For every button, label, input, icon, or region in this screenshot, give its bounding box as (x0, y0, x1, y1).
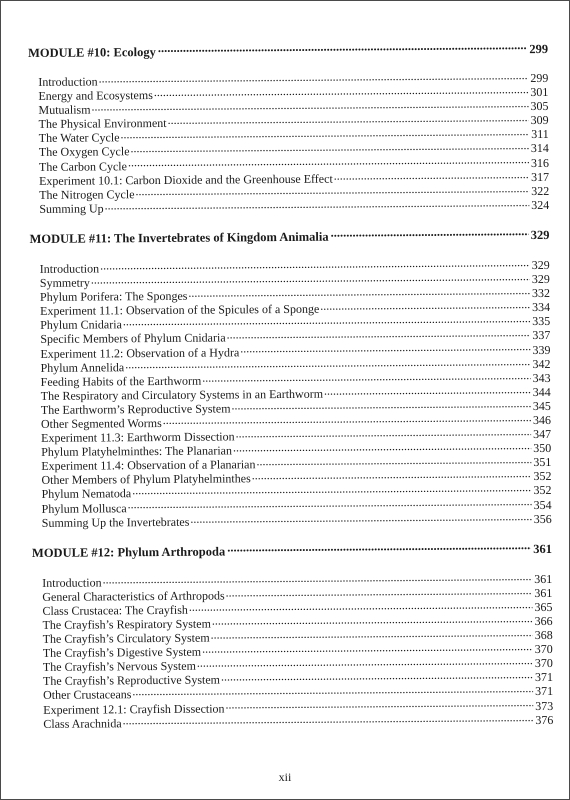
entry-title: Feeding Habits of the Earthworm (40, 373, 202, 389)
entry-title: Other Segmented Worms (40, 415, 162, 431)
entry-page-number: 371 (534, 670, 554, 685)
entry-page-number: 352 (533, 469, 552, 484)
entry-page-number: 361 (534, 571, 553, 586)
module-page-number: 329 (530, 228, 550, 243)
dot-leader (202, 370, 530, 385)
entry-title: Other Crustaceans (43, 687, 132, 703)
entry-title: The Crayfish’s Nervous System (42, 658, 196, 675)
dot-leader (132, 482, 531, 497)
entry-page-number: 314 (530, 141, 549, 156)
dot-leader (102, 571, 532, 586)
entry-title: Experiment 11.2: Observation of a Hydra (40, 344, 240, 361)
entry-title: Introduction (38, 74, 98, 89)
entry-page-number: 311 (531, 127, 549, 142)
dot-leader (188, 285, 530, 300)
entry-page-number: 351 (533, 455, 552, 470)
entry-title: Phylum Annelida (40, 359, 125, 375)
entry-page-number: 346 (532, 412, 552, 428)
entry-title: Summing Up the Invertebrates (41, 514, 190, 530)
entry-title: The Oxygen Cycle (38, 144, 130, 160)
entry-title: General Characteristics of Arthropods (42, 588, 225, 604)
entry-page-number: 368 (534, 627, 553, 643)
dot-leader (320, 299, 530, 313)
entry-title: Phylum Platyhelminthes: The Planarian (41, 443, 233, 460)
entry-title: The Water Cycle (38, 130, 120, 146)
dot-leader (130, 141, 528, 156)
dot-leader (91, 271, 530, 286)
entry-title: Symmetry (39, 275, 90, 290)
entry-page-number: 371 (535, 684, 554, 699)
entry-page-number: 370 (534, 642, 553, 657)
entry-page-number: 337 (532, 328, 551, 343)
table-of-contents (28, 40, 553, 730)
module-heading[interactable] (29, 227, 549, 247)
entry-title: Phylum Porifera: The Sponges (39, 288, 188, 305)
dot-leader (163, 412, 531, 427)
entry-title: The Carbon Cycle (38, 158, 127, 174)
entry-page-number: 305 (530, 99, 549, 114)
entry-page-number: 322 (531, 183, 550, 198)
entry-list (42, 571, 553, 730)
dot-leader (334, 169, 529, 183)
entry-page-number: 356 (533, 511, 552, 526)
entry-page-number: 342 (532, 356, 551, 371)
entry-title: The Crayfish’s Reproductive System (42, 672, 221, 689)
entry-title: Experiment 10.1: Carbon Dioxide and the Greenhouse Effect (39, 171, 333, 188)
entry-page-number: 365 (534, 599, 553, 614)
dot-leader (120, 126, 529, 141)
entry-title: The Crayfish’s Circulatory System (42, 630, 210, 646)
dot-leader (123, 712, 534, 727)
dot-leader (221, 669, 533, 683)
entry-page-number: 299 (530, 70, 549, 86)
dot-leader (99, 70, 529, 85)
module-heading[interactable] (32, 541, 552, 561)
dot-leader (226, 585, 533, 599)
dot-leader (128, 155, 529, 170)
dot-leader (212, 613, 533, 628)
entry-title: Experiment 11.1: Observation of the Spicules of a Sponge (40, 301, 320, 319)
module-section (29, 227, 551, 545)
dot-leader (158, 40, 528, 55)
module-section (32, 541, 553, 730)
entry-page-number: 347 (533, 426, 552, 442)
dot-leader (211, 627, 533, 642)
entry-title: Experiment 12.1: Crayfish Dissection (43, 701, 225, 717)
entry-page-number: 334 (532, 300, 551, 315)
dot-leader (231, 398, 530, 412)
entry-title: Experiment 11.3: Earthworm Dissection (41, 429, 235, 445)
dot-leader (189, 599, 533, 614)
module-heading[interactable] (28, 40, 548, 60)
entry-title: The Respiratory and Circulatory Systems in an Earthworm (40, 386, 324, 403)
dot-leader (331, 227, 529, 241)
dot-leader (324, 384, 531, 398)
entry-page-number: 376 (535, 712, 554, 727)
dot-leader (100, 257, 530, 272)
dot-leader (132, 684, 533, 699)
dot-leader (240, 342, 530, 356)
entry-page-number: 316 (530, 155, 550, 170)
dot-leader (233, 440, 531, 454)
entry-title: Specific Members of Phylum Cnidaria (40, 330, 226, 347)
entry-page-number: 324 (531, 197, 550, 212)
entry-page-number: 350 (533, 441, 552, 456)
module-title: MODULE #10: Ecology (28, 44, 156, 60)
entry-title: The Physical Environment (38, 116, 167, 132)
entry-title: The Earthworm’s Reproductive System (40, 401, 231, 417)
entry-page-number: 332 (531, 286, 551, 301)
entry-page-number: 352 (533, 483, 552, 498)
entry-title: The Crayfish’s Digestive System (42, 644, 202, 661)
entry-title: Energy and Ecosystems (38, 88, 153, 104)
entry-title: Class Crustacea: The Crayfish (42, 602, 188, 618)
entry-title: Introduction (39, 261, 100, 276)
entry-page-number: 373 (535, 698, 554, 713)
dot-leader (190, 511, 531, 526)
dot-leader (123, 313, 530, 328)
dot-leader (135, 183, 529, 198)
module-page-number: 361 (533, 542, 553, 557)
dot-leader (128, 497, 532, 512)
dot-leader (225, 698, 533, 712)
dot-leader (202, 641, 533, 656)
dot-leader (256, 454, 531, 468)
entry-title: Phylum Nematoda (41, 486, 132, 502)
dot-leader (227, 541, 531, 556)
dot-leader (125, 356, 530, 371)
module-section (28, 40, 549, 231)
entry-title: The Nitrogen Cycle (39, 186, 135, 202)
entry-page-number: 329 (531, 271, 550, 287)
entry-page-number: 354 (533, 497, 552, 512)
dot-leader (105, 197, 530, 212)
module-title: MODULE #12: Phylum Arthropoda (31, 544, 226, 561)
entry-page-number: 317 (531, 169, 550, 184)
entry-title: Summing Up (39, 201, 104, 216)
entry-title: Other Members of Phylum Platyhelminthes (41, 471, 251, 488)
entry-title: Class Arachnida (43, 715, 122, 731)
entry-page-number: 370 (534, 656, 553, 671)
entry-page-number: 366 (534, 613, 553, 629)
page-number-footer: xii (278, 770, 292, 784)
module-title: MODULE #11: The Invertebrates of Kingdom Animalia (29, 230, 329, 247)
dot-leader (197, 655, 533, 670)
entry-page-number: 335 (532, 314, 551, 329)
entry-title: Phylum Cnidaria (40, 317, 122, 333)
dot-leader (168, 112, 529, 127)
entry-title: The Crayfish’s Respiratory System (42, 616, 211, 632)
entry-title: Phylum Mollusca (41, 500, 127, 516)
dot-leader (227, 327, 531, 341)
entry-page-number: 361 (534, 585, 553, 600)
entry-page-number: 309 (530, 113, 549, 128)
entry-page-number: 329 (531, 257, 550, 272)
entry-page-number: 343 (532, 370, 551, 385)
dot-leader (91, 98, 528, 113)
entry-list (38, 70, 549, 215)
dot-leader (154, 84, 529, 99)
entry-page-number: 344 (532, 384, 551, 399)
entry-page-number: 339 (532, 342, 551, 357)
entry-page-number: 345 (532, 398, 551, 413)
entry-title: Introduction (42, 575, 102, 590)
module-page-number: 299 (529, 41, 549, 56)
entry-title: Experiment 11.4: Observation of a Planarian (41, 457, 256, 474)
entry-list (40, 257, 552, 529)
dot-leader (252, 468, 532, 482)
entry-page-number: 301 (530, 85, 549, 100)
dot-leader (236, 426, 532, 440)
entry-title: Mutualism (38, 102, 91, 118)
